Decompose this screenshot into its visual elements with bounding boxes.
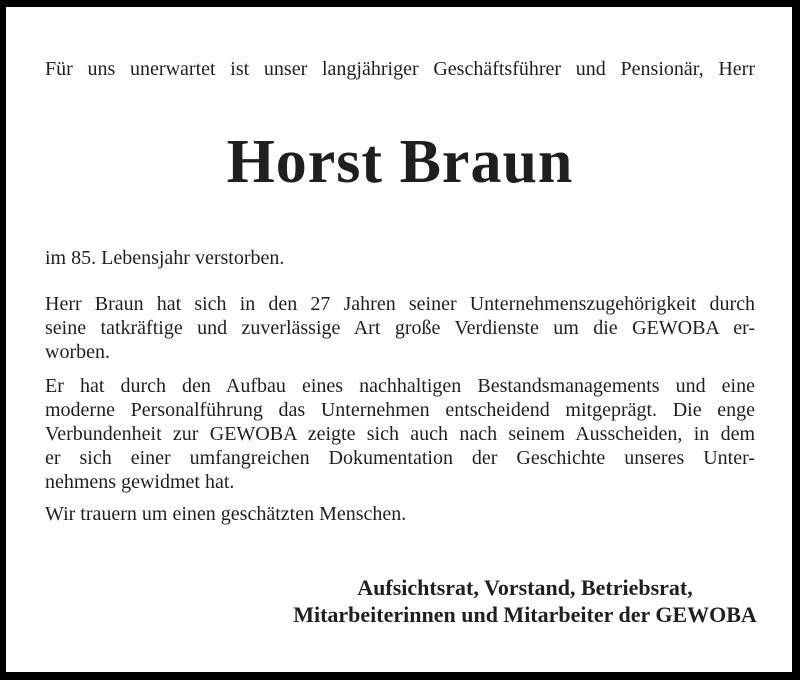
paragraph-line: worben. <box>45 341 110 363</box>
signature-block <box>275 574 775 628</box>
paragraph-line: Herr Braun hat sich in den 27 Jahren seiner Unternehmenszugehörigkeit durch <box>45 293 755 315</box>
paragraph-line: seine tatkräftige und zuverlässige Art große Verdienste um die GEWOBA er- <box>45 317 755 339</box>
intro-line: Für uns unerwartet ist unser langjähriger Geschäftsführer und Pensionär, Herr <box>45 58 755 80</box>
signature-line-2: Mitarbeiterinnen und Mitarbeiter der GEWOBA <box>293 602 757 627</box>
deceased-name: Horst Braun <box>226 128 574 196</box>
age-line: im 85. Lebensjahr verstorben. <box>45 247 285 269</box>
notice-content <box>6 7 792 628</box>
paragraph-legacy <box>45 374 755 494</box>
paragraph-line: Er hat durch den Aufbau eines nachhaltigen Bestandsmanagements und eine <box>45 375 755 397</box>
signature-line-1: Aufsichtsrat, Vorstand, Betriebsrat, <box>357 575 693 600</box>
closing-line: Wir trauern um einen geschätzten Menschen. <box>45 503 407 525</box>
paragraph-line: er sich einer umfangreichen Dokumentation der Geschichte unseres Unter- <box>45 447 755 469</box>
paragraph-line: Verbundenheit zur GEWOBA zeigte sich auch nach seinem Ausscheiden, in dem <box>45 423 755 445</box>
paragraph-line: moderne Personalführung das Unternehmen entscheidend mitgeprägt. Die enge <box>45 399 755 421</box>
paragraph-merits <box>45 292 755 364</box>
paragraph-line: nehmens gewidmet hat. <box>45 471 235 493</box>
